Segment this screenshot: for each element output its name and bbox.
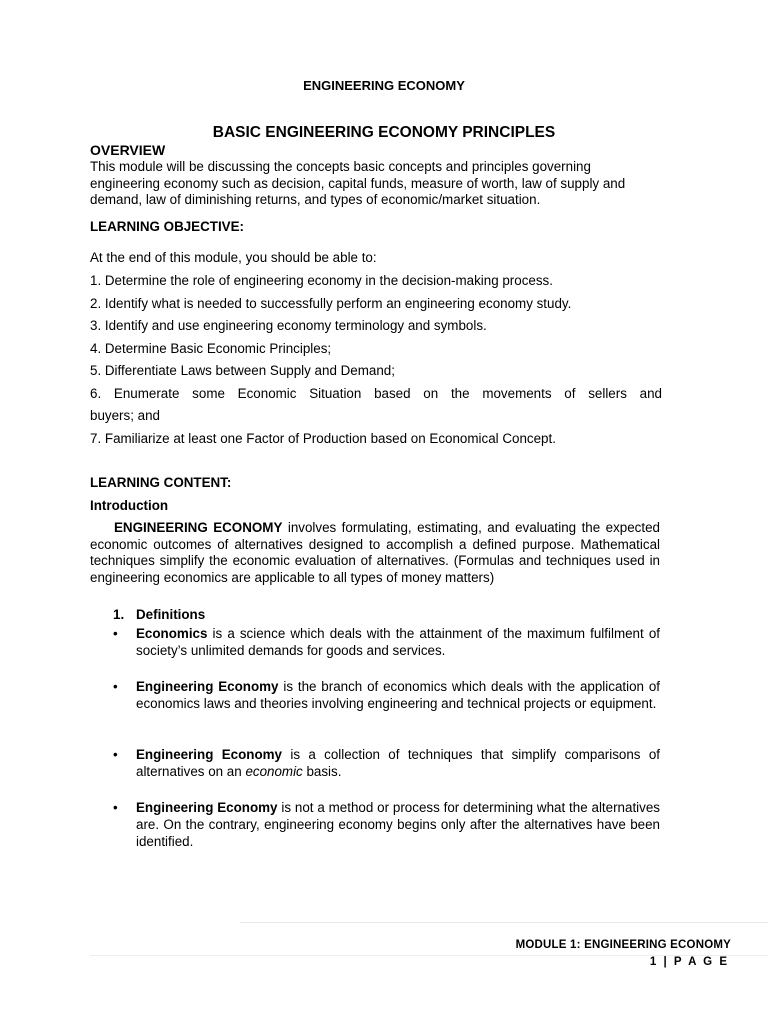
footer-module-title: MODULE 1: ENGINEERING ECONOMY bbox=[515, 939, 731, 951]
definition-text: is not a method or process for determining what the alternatives are. On the contrary, engineering economy begins only after the alternatives have been identified. bbox=[136, 800, 660, 849]
learning-objective-item: 3. Identify and use engineering economy terminology and symbols. bbox=[90, 318, 487, 333]
footer-page-number: 1 | P A G E bbox=[649, 956, 729, 968]
definition-term: Economics bbox=[136, 626, 208, 641]
bullet-symbol: • bbox=[113, 679, 118, 694]
definition-text: is a science which deals with the attainment of the maximum fulfilment of society’s unlimited demands for goods and services. bbox=[136, 626, 660, 658]
learning-content-heading: LEARNING CONTENT: bbox=[90, 475, 232, 490]
learning-objective-item: 5. Differentiate Laws between Supply and Demand; bbox=[90, 363, 395, 378]
definition-bullet bbox=[113, 799, 660, 850]
document-title: BASIC ENGINEERING ECONOMY PRINCIPLES bbox=[212, 124, 556, 141]
learning-objective-item: 6. Enumerate some Economic Situation based on the movements of sellers and bbox=[90, 386, 662, 401]
overview-heading: OVERVIEW bbox=[90, 142, 166, 158]
definitions-number: 1. bbox=[113, 607, 125, 622]
learning-objective-item: 1. Determine the role of engineering economy in the decision-making process. bbox=[90, 273, 553, 288]
overview-text: This module will be discussing the concepts basic concepts and principles governing engineering economy such as decision, capital funds, measure of worth, law of supply and demand, law of diminishing returns, and types of economic/market situation. bbox=[90, 159, 626, 207]
intro-text: involves formulating, estimating, and evaluating the expected economic outcomes of alternatives designed to accomplish a defined purpose. Mathematical techniques simplify the economic evaluation of alternatives. (Formulas and techniques used in engineering economics are applicable to all types of money matters) bbox=[90, 520, 660, 585]
definition-bullet bbox=[113, 625, 660, 659]
intro-term: ENGINEERING ECONOMY bbox=[114, 520, 283, 535]
definition-italic-word: economic bbox=[245, 764, 303, 779]
definition-term: Engineering Economy bbox=[136, 747, 282, 762]
definition-bullet bbox=[113, 746, 660, 780]
bullet-symbol: • bbox=[113, 800, 118, 815]
footer-divider-top bbox=[240, 922, 768, 923]
introduction-paragraph bbox=[90, 520, 660, 586]
learning-objective-heading: LEARNING OBJECTIVE: bbox=[90, 219, 245, 234]
definitions-heading bbox=[113, 607, 205, 622]
bullet-symbol: • bbox=[113, 626, 118, 641]
learning-objective-item: 4. Determine Basic Economic Principles; bbox=[90, 341, 332, 356]
definition-term: Engineering Economy bbox=[136, 679, 279, 694]
definition-bullet bbox=[113, 678, 660, 712]
learning-objective-item-continued: buyers; and bbox=[90, 408, 160, 423]
definition-text-before: is a collection of techniques that simplify comparisons of alternatives on an bbox=[136, 747, 660, 779]
definition-text: is the branch of economics which deals with the application of economics laws and theories involving engineering and technical projects or equipment. bbox=[136, 679, 660, 711]
document-header: ENGINEERING ECONOMY bbox=[303, 78, 465, 93]
bullet-symbol: • bbox=[113, 747, 118, 762]
definition-text-after: basis. bbox=[302, 764, 342, 779]
introduction-subheading: Introduction bbox=[90, 498, 169, 513]
definition-term: Engineering Economy bbox=[136, 800, 278, 815]
learning-objective-item: 2. Identify what is needed to successfully perform an engineering economy study. bbox=[90, 296, 572, 311]
definitions-label: Definitions bbox=[136, 607, 206, 622]
learning-objective-item: 7. Familiarize at least one Factor of Production based on Economical Concept. bbox=[90, 431, 556, 446]
learning-objective-intro: At the end of this module, you should be able to: bbox=[90, 250, 377, 265]
